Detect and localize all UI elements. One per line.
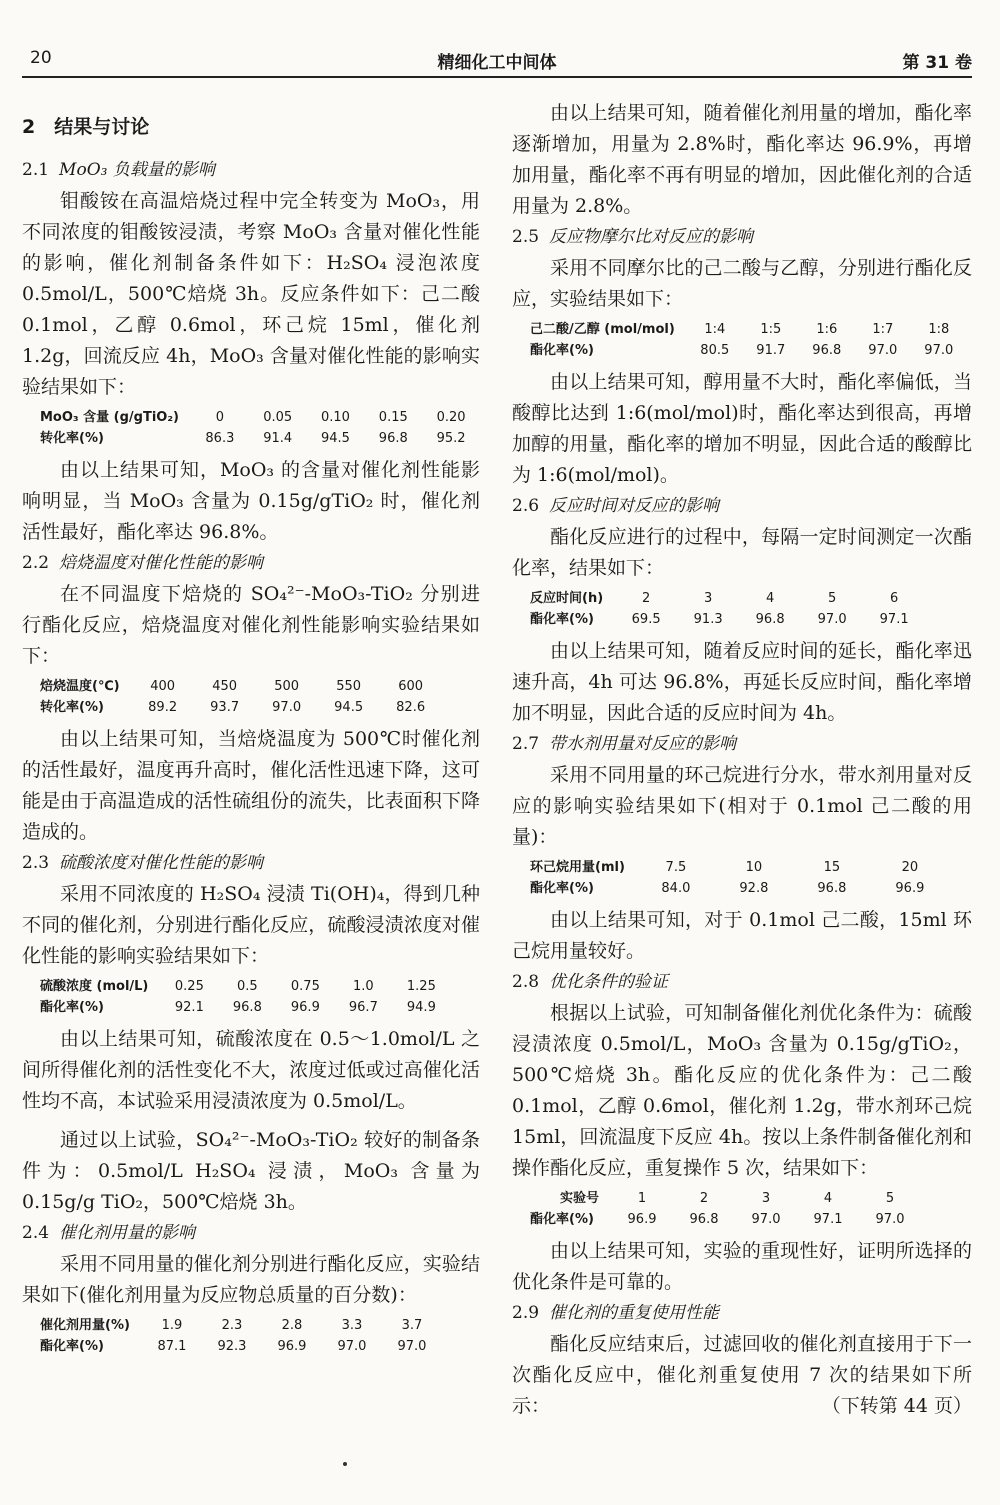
table-row xyxy=(40,976,450,997)
table-row xyxy=(530,588,925,609)
table-cell: 92.3 xyxy=(217,1339,247,1354)
data-table-catalyst-dose xyxy=(40,1315,442,1357)
print-dot xyxy=(343,1462,347,1466)
table-cell: 5 xyxy=(828,591,837,606)
table-cell: 86.3 xyxy=(205,431,235,446)
data-table-reaction-time xyxy=(530,588,925,630)
table-cell: 96.8 xyxy=(755,612,785,627)
table-row xyxy=(530,878,949,899)
table-row xyxy=(40,1336,442,1357)
row-label: 酯化率(%) xyxy=(530,1212,594,1227)
table-cell: 94.5 xyxy=(321,431,350,446)
table-cell: 1:7 xyxy=(872,322,894,337)
table-cell: 95.2 xyxy=(436,431,466,446)
section-title: MoO₃ 负载量的影响 xyxy=(59,160,215,180)
paragraph: 由以上结果可知，当焙烧温度为 500℃时催化剂的活性最好，温度再升高时，催化活性迅速下降，这可能是由于高温造成的活性硫组份的流失，比表面积下降造成的。 xyxy=(22,728,480,843)
table-cell: 96.8 xyxy=(378,431,408,446)
paragraph: 在不同温度下焙烧的 SO₄²⁻-MoO₃-TiO₂ 分别进行酯化反应，焙烧温度对催化剂性能影响实验结果如下： xyxy=(22,583,480,667)
row-label: 酯化率(%) xyxy=(530,881,594,896)
row-label: 环己烷用量(ml) xyxy=(530,860,625,875)
section-2-1-heading xyxy=(22,155,480,186)
row-label: 酯化率(%) xyxy=(40,1339,104,1354)
table-cell: 82.6 xyxy=(396,700,426,715)
section-2-3-heading xyxy=(22,848,480,879)
table-cell: 96.9 xyxy=(627,1212,657,1227)
page-header xyxy=(22,42,972,78)
table-cell: 5 xyxy=(885,1191,895,1206)
table-cell: 96.8 xyxy=(232,1000,262,1015)
table-cell: 3 xyxy=(704,591,713,606)
section-title: 带水剂用量对反应的影响 xyxy=(549,734,737,754)
table-cell: 1:6 xyxy=(816,322,838,337)
table-cell: 97.1 xyxy=(813,1212,843,1227)
row-label: 反应时间(h) xyxy=(530,591,604,606)
row-label: 转化率(%) xyxy=(40,700,104,715)
table-cell: 1.9 xyxy=(161,1318,183,1333)
section-number: 2.4 xyxy=(22,1223,50,1243)
table-cell: 92.8 xyxy=(739,881,769,896)
table-cell: 97.1 xyxy=(879,612,909,627)
paragraph: 由以上结果可知，醇用量不大时，酯化率偏低，当酸醇比达到 1:6(mol/mol)时，酯化率达到很高，再增加醇的用量，酯化率的增加不明显，因此合适的酸醇比为 1:6(mol/mol)。 xyxy=(512,371,972,486)
section-2-2-heading xyxy=(22,548,480,579)
table-cell: 91.3 xyxy=(693,612,723,627)
row-label: 酯化率(%) xyxy=(40,1000,104,1015)
paragraph: 酯化反应进行的过程中，每隔一定时间测定一次酯化率，结果如下： xyxy=(512,526,972,579)
table-cell: 97.0 xyxy=(751,1212,781,1227)
right-column xyxy=(512,98,972,1422)
section-2-6-heading xyxy=(512,491,972,522)
table-cell: 96.9 xyxy=(895,881,925,896)
data-table-sulfuric xyxy=(40,976,450,1018)
paragraph: 由以上结果可知，随着催化剂用量的增加，酯化率逐渐增加，用量为 2.8%时，酯化率达 96.9%，再增加用量，酯化率不再有明显的增加，因此催化剂的合适用量为 2.8%。 xyxy=(512,102,972,217)
table-cell: 0.10 xyxy=(321,410,350,425)
section-2-4-heading xyxy=(22,1218,480,1249)
section-number: 2.6 xyxy=(512,496,540,516)
section-number: 2.9 xyxy=(512,1303,540,1323)
table-cell: 20 xyxy=(901,860,919,875)
data-table-calcination xyxy=(40,676,442,718)
section-title: 催化剂的重复使用性能 xyxy=(549,1303,720,1323)
paragraph: 钼酸铵在高温焙烧过程中完全转变为 MoO₃，用不同浓度的钼酸铵浸渍，考察 MoO₃ 含量对催化性能的影响，催化剂制备条件如下：H₂SO₄ 浸泡浓度 0.5mol/L，500℃焙烧 3h。反应条件如下：己二酸 0.1mol，乙醇 0.6mol，环己烷 15ml，催化剂 1.2g，回流反应 4h，MoO₃ 含量对催化性能的影响实验结果如下： xyxy=(22,190,480,398)
row-label: 实验号 xyxy=(560,1191,600,1206)
section-title: 反应时间对反应的影响 xyxy=(549,496,720,516)
table-row xyxy=(40,428,480,449)
table-cell: 97.0 xyxy=(397,1339,427,1354)
table-cell: 96.9 xyxy=(277,1339,307,1354)
table-cell: 0.75 xyxy=(290,979,320,994)
section-title: 反应物摩尔比对反应的影响 xyxy=(549,227,754,247)
table-cell: 97.0 xyxy=(875,1212,905,1227)
table-row xyxy=(530,1188,921,1209)
table-cell: 80.5 xyxy=(700,343,730,358)
paragraph-text: 酯化反应结束后，过滤回收的催化剂直接用于下一次酯化反应中，催化剂重复使用 7 次的结果如下所示： xyxy=(512,1333,972,1417)
table-row xyxy=(40,697,442,718)
section-title-results: 2 结果与讨论 xyxy=(22,116,150,138)
table-cell: 3 xyxy=(761,1191,771,1206)
table-cell: 0.20 xyxy=(436,410,466,425)
paragraph: 由以上结果可知，MoO₃ 的含量对催化剂性能影响明显，当 MoO₃ 含量为 0.15g/gTiO₂ 时，催化剂活性最好，酯化率达 96.8%。 xyxy=(22,459,480,543)
table-cell: 97.0 xyxy=(868,343,898,358)
paragraph: 由以上结果可知，实验的重现性好，证明所选择的优化条件是可靠的。 xyxy=(512,1240,972,1293)
paragraph: 采用不同用量的环己烷进行分水，带水剂用量对反应的影响实验结果如下(相对于 0.1mol 己二酸的用量)： xyxy=(512,764,972,848)
table-cell: 69.5 xyxy=(631,612,661,627)
table-cell: 96.8 xyxy=(817,881,847,896)
paragraph xyxy=(512,1329,972,1422)
table-cell: 550 xyxy=(336,679,362,694)
volume-label: 第 31 卷 xyxy=(902,53,972,73)
table-cell: 2.3 xyxy=(221,1318,243,1333)
table-cell: 1:4 xyxy=(704,322,726,337)
table-row xyxy=(530,319,967,340)
table-row xyxy=(40,997,450,1018)
paragraph: 根据以上试验，可知制备催化剂优化条件为：硫酸浸渍浓度 0.5mol/L，MoO₃ 含量为 0.15g/gTiO₂，500℃焙烧 3h。酯化反应的优化条件为：己二酸 0.1mol，乙醇 0.6mol，催化剂 1.2g，带水剂环己烷 15ml，回流温度下反应 4h。按以上条件制备催化剂和操作酯化反应，重复操作 5 次，结果如下： xyxy=(512,1002,972,1179)
table-cell: 2 xyxy=(642,591,651,606)
table-row xyxy=(40,1315,442,1336)
table-cell: 96.9 xyxy=(290,1000,320,1015)
table-cell: 96.8 xyxy=(689,1212,719,1227)
table-cell: 3.7 xyxy=(401,1318,423,1333)
row-label: 己二酸/乙醇 (mol/mol) xyxy=(530,322,675,337)
table-cell: 1:8 xyxy=(928,322,950,337)
row-label: MoO₃ 含量 (g/gTiO₂) xyxy=(40,410,179,425)
section-number: 2.3 xyxy=(22,853,50,873)
table-cell: 450 xyxy=(212,679,238,694)
table-cell: 97.0 xyxy=(337,1339,367,1354)
row-label: 硫酸浓度 (mol/L) xyxy=(40,979,149,994)
row-label: 焙烧温度(℃) xyxy=(40,679,120,694)
table-cell: 94.9 xyxy=(406,1000,436,1015)
table-cell: 4 xyxy=(823,1191,833,1206)
section-title: 硫酸浓度对催化性能的影响 xyxy=(59,853,264,873)
section-number: 2.1 xyxy=(22,160,50,180)
table-cell: 0 xyxy=(215,410,225,425)
table-cell: 1 xyxy=(637,1191,647,1206)
section-title: 优化条件的验证 xyxy=(549,972,669,992)
paragraph: 由以上结果可知，随着反应时间的延长，酯化率迅速升高，4h 可达 96.8%，再延长反应时间，酯化率增加不明显，因此合适的反应时间为 4h。 xyxy=(512,640,972,724)
table-cell: 0.05 xyxy=(263,410,293,425)
section-title: 焙烧温度对催化性能的影响 xyxy=(59,553,264,573)
table-cell: 84.0 xyxy=(661,881,691,896)
row-label: 转化率(%) xyxy=(40,431,104,446)
table-cell: 97.0 xyxy=(817,612,847,627)
section-number: 2.2 xyxy=(22,553,50,573)
section-2-8-heading xyxy=(512,967,972,998)
paragraph: 通过以上试验，SO₄²⁻-MoO₃-TiO₂ 较好的制备条件为：0.5mol/L H₂SO₄ 浸渍，MoO₃ 含量为 0.15g/g TiO₂，500℃焙烧 3h。 xyxy=(22,1129,480,1213)
table-cell: 93.7 xyxy=(210,700,240,715)
section-2-5-heading xyxy=(512,222,972,253)
data-table-water-carrier xyxy=(530,857,949,899)
table-cell: 96.7 xyxy=(348,1000,378,1015)
table-cell: 6 xyxy=(890,591,899,606)
page-number: 20 xyxy=(30,48,52,68)
continued-note: （下转第 44 页） xyxy=(821,1395,972,1417)
table-cell: 96.8 xyxy=(812,343,842,358)
table-row xyxy=(40,676,442,697)
section-2-7-heading xyxy=(512,729,972,760)
table-cell: 92.1 xyxy=(174,1000,204,1015)
table-cell: 97.0 xyxy=(924,343,954,358)
table-row xyxy=(530,1209,921,1230)
table-cell: 1.0 xyxy=(353,979,374,994)
table-row xyxy=(530,857,949,878)
left-column xyxy=(22,98,480,1363)
table-cell: 500 xyxy=(274,679,300,694)
table-cell: 15 xyxy=(823,860,841,875)
data-table-molar-ratio xyxy=(530,319,967,361)
journal-name: 精细化工中间体 xyxy=(437,53,557,73)
table-cell: 0.15 xyxy=(378,410,408,425)
table-cell: 0.25 xyxy=(174,979,204,994)
table-cell: 2 xyxy=(699,1191,709,1206)
table-row xyxy=(530,609,925,630)
row-label: 催化剂用量(%) xyxy=(40,1318,130,1333)
table-cell: 89.2 xyxy=(148,700,178,715)
table-cell: 1:5 xyxy=(760,322,782,337)
paragraph: 采用不同浓度的 H₂SO₄ 浸渍 Ti(OH)₄，得到几种不同的催化剂，分别进行酯化反应，硫酸浸渍浓度对催化性能的影响实验结果如下： xyxy=(22,883,480,967)
table-cell: 0.5 xyxy=(237,979,258,994)
section-number: 2.7 xyxy=(512,734,540,754)
table-cell: 4 xyxy=(766,591,775,606)
section-number: 2.8 xyxy=(512,972,540,992)
table-row xyxy=(40,407,480,428)
paragraph: 由以上结果可知，对于 0.1mol 己二酸，15ml 环己烷用量较好。 xyxy=(512,909,972,962)
row-label: 酯化率(%) xyxy=(530,612,594,627)
table-cell: 2.8 xyxy=(281,1318,303,1333)
paragraph: 采用不同用量的催化剂分别进行酯化反应，实验结果如下(催化剂用量为反应物总质量的百分数)： xyxy=(22,1253,480,1306)
paragraph: 采用不同摩尔比的己二酸与乙醇，分别进行酯化反应，实验结果如下： xyxy=(512,257,972,310)
table-cell: 3.3 xyxy=(341,1318,363,1333)
table-cell: 91.4 xyxy=(263,431,293,446)
data-table-verification xyxy=(530,1188,921,1230)
table-cell: 10 xyxy=(745,860,763,875)
table-cell: 91.7 xyxy=(756,343,786,358)
row-label: 酯化率(%) xyxy=(530,343,594,358)
table-cell: 94.5 xyxy=(334,700,364,715)
table-cell: 1.25 xyxy=(406,979,436,994)
section-title: 催化剂用量的影响 xyxy=(59,1223,196,1243)
data-table-moo3 xyxy=(40,407,480,449)
section-2-9-heading xyxy=(512,1298,972,1329)
table-cell: 400 xyxy=(150,679,176,694)
paragraph: 由以上结果可知，硫酸浓度在 0.5～1.0mol/L 之间所得催化剂的活性变化不大，浓度过低或过高催化活性均不高，本试验采用浸渍浓度为 0.5mol/L。 xyxy=(22,1028,480,1112)
table-row xyxy=(530,340,967,361)
section-number: 2.5 xyxy=(512,227,540,247)
table-cell: 600 xyxy=(398,679,424,694)
table-cell: 97.0 xyxy=(272,700,302,715)
table-cell: 7.5 xyxy=(665,860,687,875)
table-cell: 87.1 xyxy=(157,1339,187,1354)
